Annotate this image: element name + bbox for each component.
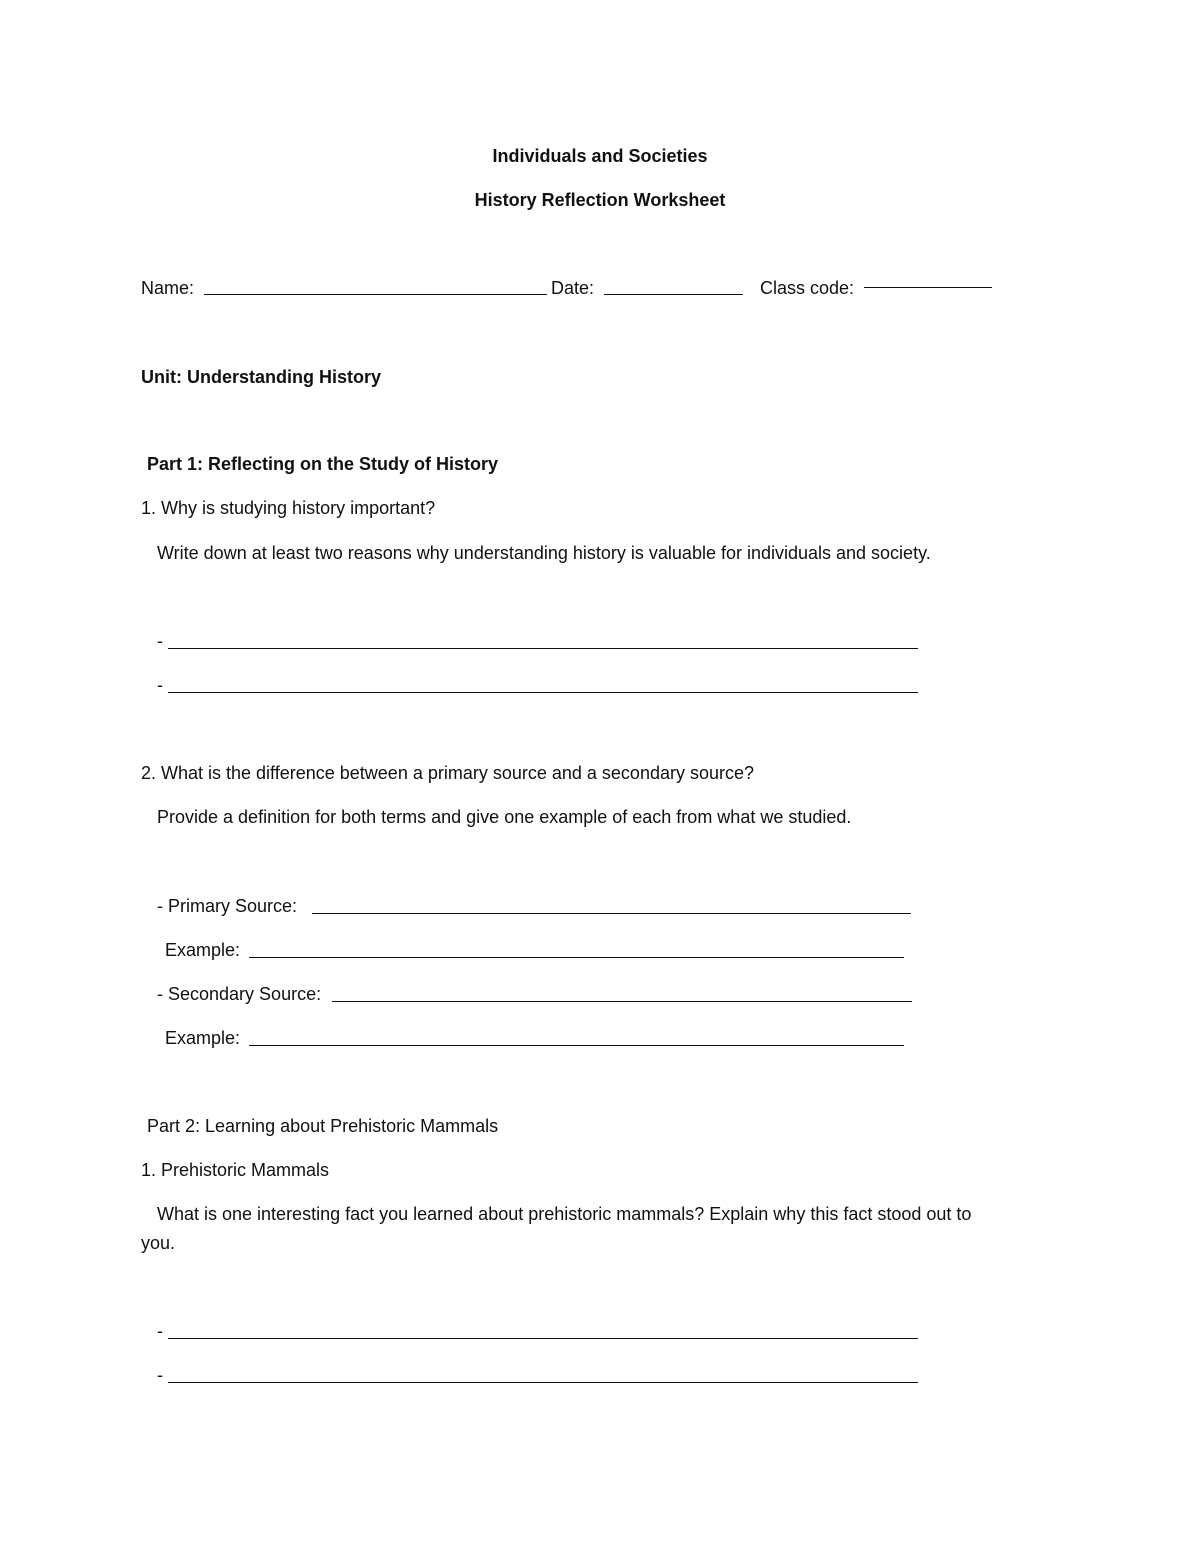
name-field[interactable] — [204, 294, 547, 295]
part1-heading: Part 1: Reflecting on the Study of History — [147, 454, 499, 474]
part2-question-1-instruction: What is one interesting fact you learned about prehistoric mammals? Explain why this fact stood out to — [157, 1204, 972, 1224]
primary-example-field[interactable] — [249, 957, 904, 958]
date-field[interactable] — [604, 294, 743, 295]
answer-line-q1-1[interactable] — [168, 648, 918, 649]
part2-question-1: 1. Prehistoric Mammals — [141, 1160, 330, 1180]
primary-source-field[interactable] — [312, 913, 911, 914]
answer-line-q1-2[interactable] — [168, 692, 918, 693]
primary-example-label: Example: — [165, 940, 241, 960]
secondary-source-label: - Secondary Source: — [157, 984, 322, 1004]
answer-bullet: - — [157, 675, 163, 695]
class-code-label: Class code: — [760, 278, 855, 298]
secondary-example-field[interactable] — [249, 1045, 904, 1046]
class-code-field[interactable] — [864, 287, 992, 288]
primary-source-label: - Primary Source: — [157, 896, 298, 916]
worksheet-subtitle: History Reflection Worksheet — [474, 190, 726, 210]
answer-line-p2-1[interactable] — [168, 1338, 918, 1339]
part2-question-1-instruction-cont: you. — [141, 1233, 176, 1253]
name-label: Name: — [141, 278, 195, 298]
part1-question-1: 1. Why is studying history important? — [141, 498, 436, 518]
answer-bullet: - — [157, 631, 163, 651]
part1-question-1-instruction: Write down at least two reasons why understanding history is valuable for individuals and society. — [157, 543, 931, 563]
part2-heading: Part 2: Learning about Prehistoric Mammals — [147, 1116, 499, 1136]
worksheet-title: Individuals and Societies — [492, 146, 708, 166]
date-label: Date: — [551, 278, 595, 298]
secondary-example-label: Example: — [165, 1028, 241, 1048]
part1-question-2: 2. What is the difference between a primary source and a secondary source? — [141, 763, 755, 783]
unit-heading: Unit: Understanding History — [141, 367, 382, 387]
part1-question-2-instruction: Provide a definition for both terms and give one example of each from what we studied. — [157, 807, 852, 827]
answer-bullet: - — [157, 1365, 163, 1385]
answer-line-p2-2[interactable] — [168, 1382, 918, 1383]
secondary-source-field[interactable] — [332, 1001, 912, 1002]
answer-bullet: - — [157, 1321, 163, 1341]
